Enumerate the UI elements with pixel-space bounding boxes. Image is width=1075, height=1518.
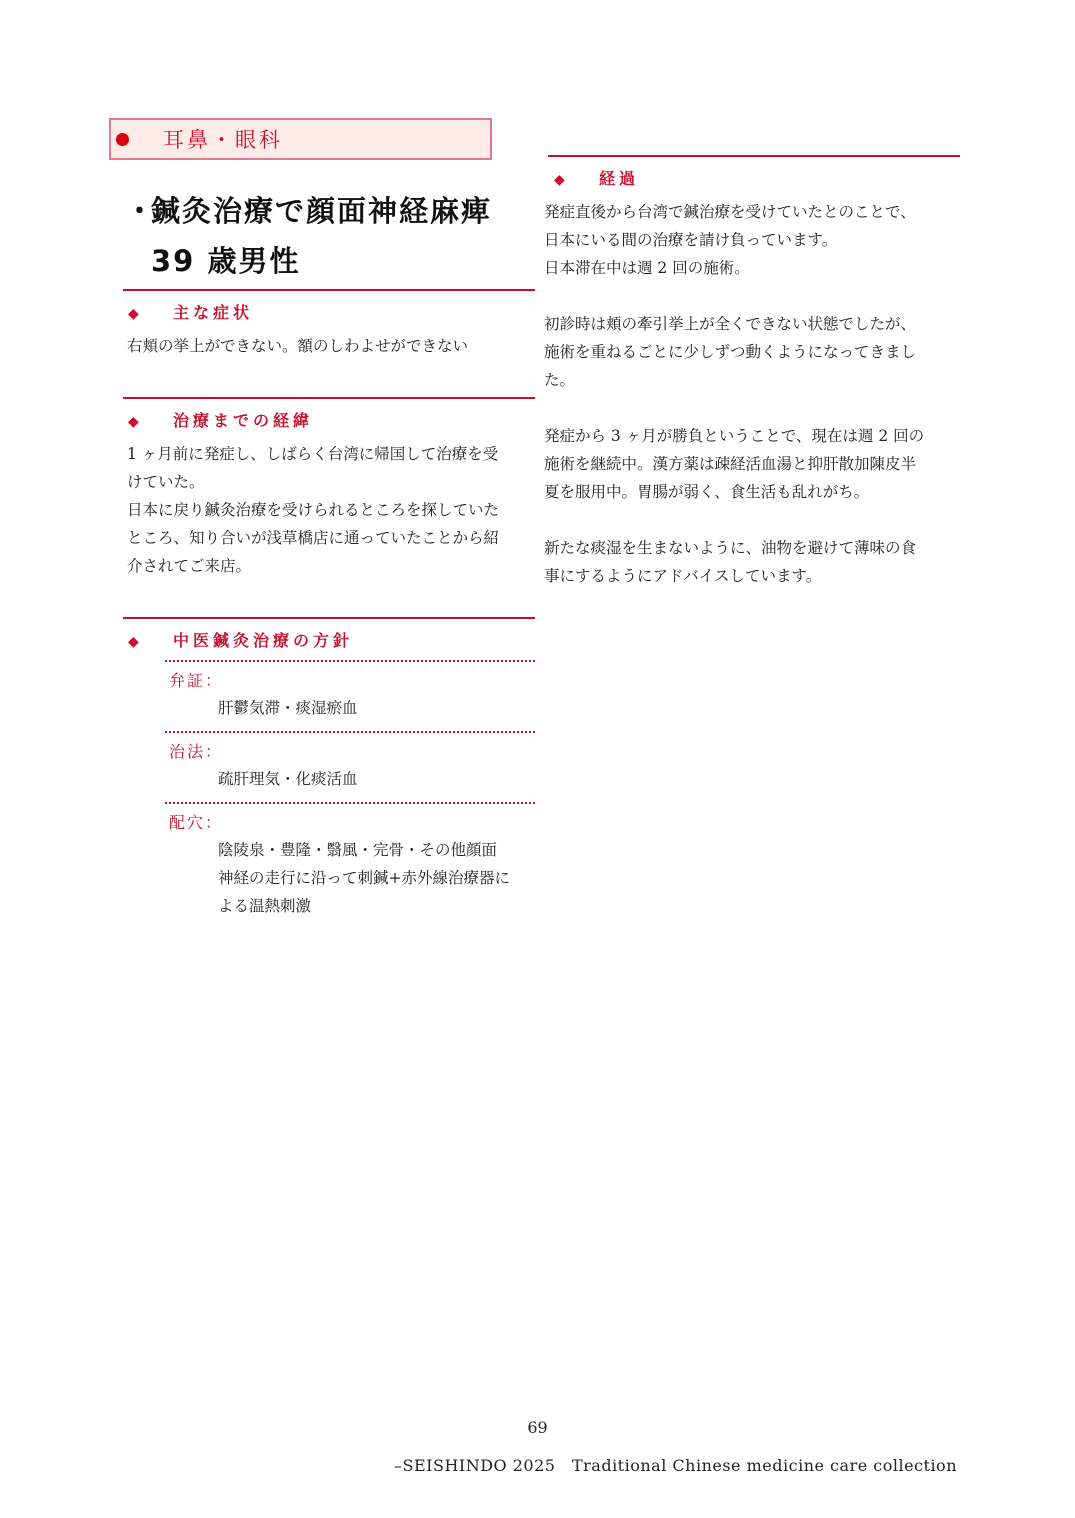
diamond-icon: ◆ bbox=[128, 634, 139, 650]
policy-value-diagnosis: 肝鬱気滞・痰湿瘀血 bbox=[218, 699, 358, 717]
section-heading-history: ◆ 治療までの経緯 bbox=[123, 397, 535, 431]
diamond-icon: ◆ bbox=[128, 414, 139, 430]
diamond-icon: ◆ bbox=[554, 172, 565, 188]
title-line-1: 鍼灸治療で顔面神経麻痺 bbox=[151, 194, 493, 228]
page-title bbox=[125, 186, 545, 286]
title-bullet: ・ bbox=[125, 194, 157, 228]
red-circle-icon bbox=[116, 133, 129, 146]
category-label: 耳鼻・眼科 bbox=[163, 128, 283, 152]
section-heading-progress: ◆ 経過 bbox=[548, 155, 960, 189]
section-heading-policy: ◆ 中医鍼灸治療の方針 bbox=[123, 617, 535, 651]
dotted-divider bbox=[165, 660, 535, 662]
policy-label-diagnosis: 弁証： bbox=[169, 671, 224, 690]
symptoms-text: 右頬の挙上ができない。額のしわよせができない bbox=[127, 337, 469, 355]
policy-value-method: 疏肝理気・化痰活血 bbox=[218, 770, 358, 788]
category-banner bbox=[109, 118, 492, 160]
policy-label-points: 配穴： bbox=[169, 813, 224, 832]
dotted-divider bbox=[165, 731, 535, 733]
diamond-icon: ◆ bbox=[128, 306, 139, 322]
policy-value-points: 陰陵泉・豊隆・翳風・完骨・その他顔面 神経の走行に沿って刺鍼+赤外線治療器に よる温熱刺激 bbox=[218, 841, 510, 915]
title-line-2: 39 歳男性 bbox=[151, 244, 301, 278]
dotted-divider bbox=[165, 802, 535, 804]
page-number: 69 bbox=[527, 1418, 548, 1437]
progress-text: 発症直後から台湾で鍼治療を受けていたとのことで、 日本にいる間の治療を請け負っています。 日本滞在中は週 2 回の施術。 初診時は頬の牽引挙上が全くできない状態でしたが、 施術を重ねるごとに少しずつ動くようになってきまし た。 発症から 3 ヶ月が勝負ということで、現在は週 2 回の 施術を継続中。漢方薬は疎経活血湯と抑肝散加陳皮半 夏を服用中。胃腸が弱く、食生活も乱れがち。 新たな痰湿を生まないように、油物を避けて薄味の食 事にするようにアドバイスしています。 bbox=[544, 203, 925, 585]
footer-text: –SEISHINDO 2025 Traditional Chinese medicine care collection bbox=[394, 1456, 957, 1475]
history-text: 1 ヶ月前に発症し、しばらく台湾に帰国して治療を受 けていた。 日本に戻り鍼灸治療を受けられるところを探していた ところ、知り合いが浅草橋店に通っていたことから紹 介されてご来店。 bbox=[127, 445, 500, 575]
policy-label-method: 治法： bbox=[169, 742, 224, 761]
section-heading-symptoms: ◆ 主な症状 bbox=[123, 289, 535, 323]
